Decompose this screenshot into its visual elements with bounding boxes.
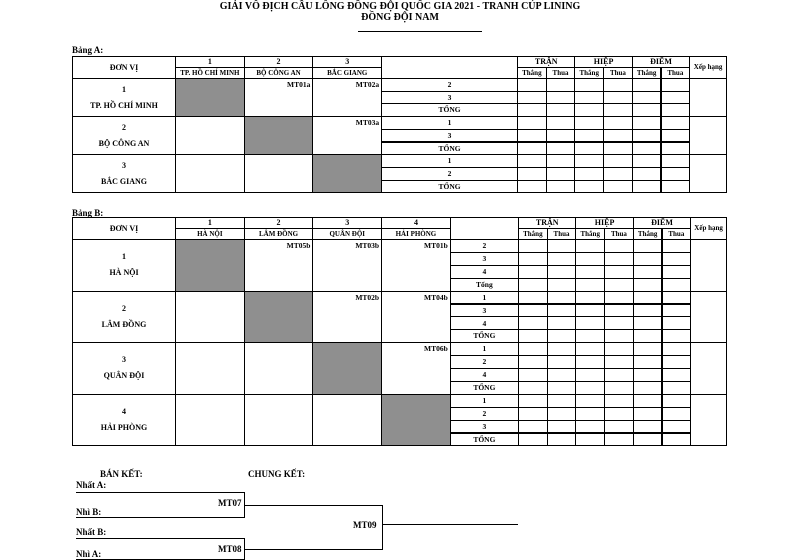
stat-cell xyxy=(661,91,691,105)
stat-cell xyxy=(547,420,577,434)
column-number-1: 1 xyxy=(175,217,245,229)
stat-cell xyxy=(546,167,576,181)
match-cell xyxy=(175,116,245,155)
team-cell xyxy=(72,116,176,155)
round-label: TỔNG xyxy=(381,142,518,156)
stat-cell xyxy=(604,433,634,447)
blank-header xyxy=(381,56,518,79)
stat-cell xyxy=(603,142,633,156)
round-label: 1 xyxy=(450,342,519,356)
column-number-3: 3 xyxy=(312,56,382,68)
stat-cell xyxy=(518,433,548,447)
win-header: Thắng xyxy=(574,67,604,79)
match-mt09: MT09 xyxy=(353,520,377,530)
stat-cell xyxy=(574,91,604,105)
rank-cell xyxy=(690,342,727,395)
stat-cell xyxy=(546,91,576,105)
self-match-cell xyxy=(312,342,382,395)
rank-header: Xếp hạng xyxy=(690,217,727,240)
stat-cell xyxy=(603,78,633,92)
self-match-cell xyxy=(175,78,245,117)
group-header-hiep: HIỆP xyxy=(574,56,632,68)
round-label: 3 xyxy=(450,420,519,434)
loss-header: Thua xyxy=(604,228,634,240)
stat-cell xyxy=(633,239,663,253)
column-number-2: 2 xyxy=(244,56,314,68)
match-code: MT02b xyxy=(355,292,380,302)
stat-cell xyxy=(662,239,692,253)
round-label: Tổng xyxy=(450,278,519,292)
team-number: 2 xyxy=(122,303,126,313)
stat-cell xyxy=(575,291,605,305)
first-b-label: Nhất B: xyxy=(76,527,107,537)
stat-cell xyxy=(604,291,634,305)
win-header: Thắng xyxy=(632,67,662,79)
column-number-1: 1 xyxy=(175,56,245,68)
first-a-label: Nhất A: xyxy=(76,480,107,490)
loss-header: Thua xyxy=(603,67,633,79)
match-cell xyxy=(312,291,382,344)
round-label: 2 xyxy=(450,407,519,421)
stat-cell xyxy=(575,329,605,343)
stat-cell xyxy=(575,278,605,292)
stat-cell xyxy=(575,252,605,266)
stat-cell xyxy=(518,304,548,318)
team-number: 4 xyxy=(122,407,126,417)
stat-cell xyxy=(603,129,633,143)
team-number: 1 xyxy=(122,84,126,94)
team-number: 2 xyxy=(122,122,126,132)
stat-cell xyxy=(661,142,691,156)
round-label: TỔNG xyxy=(450,329,519,343)
group-header-diem: ĐIỂM xyxy=(633,217,691,229)
stat-cell xyxy=(633,355,663,369)
final-label: CHUNG KẾT: xyxy=(248,469,306,479)
stat-cell xyxy=(604,368,634,382)
team-number: 3 xyxy=(122,355,126,365)
stat-cell xyxy=(662,291,692,305)
stat-cell xyxy=(547,252,577,266)
column-team-name: HÀ NỘI xyxy=(175,228,245,240)
stat-cell xyxy=(518,394,548,408)
stat-cell xyxy=(633,329,663,343)
stat-cell xyxy=(518,239,548,253)
win-header: Thắng xyxy=(517,67,547,79)
stat-cell xyxy=(546,142,576,156)
rank-cell xyxy=(689,154,727,193)
stat-cell xyxy=(517,129,547,143)
stat-cell xyxy=(547,407,577,421)
rank-cell xyxy=(690,239,727,292)
stat-cell xyxy=(517,180,547,194)
rank-cell xyxy=(690,291,727,344)
team-name: HẢI PHÒNG xyxy=(100,423,148,433)
match-cell xyxy=(312,78,382,117)
match-cell xyxy=(381,342,451,395)
stat-cell xyxy=(575,381,605,395)
match-cell xyxy=(244,239,314,292)
round-label: 2 xyxy=(450,239,519,253)
stat-cell xyxy=(575,394,605,408)
tournament-title: GIẢI VÔ ĐỊCH CẦU LÔNG ĐỒNG ĐỘI QUỐC GIA 2021 - TRANH CÚP LINING xyxy=(219,1,581,12)
stat-cell xyxy=(547,394,577,408)
stat-cell xyxy=(517,103,547,117)
stat-cell xyxy=(574,142,604,156)
team-number: 1 xyxy=(122,252,126,262)
loss-header: Thua xyxy=(547,228,577,240)
self-match-cell xyxy=(312,154,382,193)
match-code: MT04b xyxy=(424,292,448,302)
round-label: 1 xyxy=(381,116,518,130)
stat-cell xyxy=(662,420,692,434)
stat-cell xyxy=(603,167,633,181)
stat-cell xyxy=(574,103,604,117)
stat-cell xyxy=(518,329,548,343)
stat-cell xyxy=(633,252,663,266)
stat-cell xyxy=(547,291,577,305)
stat-cell xyxy=(604,316,634,330)
round-label: TỔNG xyxy=(450,381,519,395)
second-b-label: Nhì B: xyxy=(76,507,102,517)
stat-cell xyxy=(604,252,634,266)
stat-cell xyxy=(546,129,576,143)
stat-cell xyxy=(518,355,548,369)
stat-cell xyxy=(518,342,548,356)
team-cell xyxy=(72,78,176,117)
match-cell xyxy=(381,291,451,344)
stat-cell xyxy=(547,433,577,447)
stat-cell xyxy=(662,342,692,356)
stat-cell xyxy=(603,154,633,168)
column-team-name: HẢI PHÒNG xyxy=(381,228,451,240)
stat-cell xyxy=(604,420,634,434)
stat-cell xyxy=(574,167,604,181)
round-label: 4 xyxy=(450,368,519,382)
stat-cell xyxy=(518,252,548,266)
stat-cell xyxy=(517,154,547,168)
bracket-line xyxy=(382,505,383,550)
round-label: 2 xyxy=(450,355,519,369)
stat-cell xyxy=(547,239,577,253)
bracket-line xyxy=(76,538,244,539)
stat-cell xyxy=(575,304,605,318)
round-label: 1 xyxy=(381,154,518,168)
stat-cell xyxy=(633,407,663,421)
round-label: 3 xyxy=(450,252,519,266)
team-cell xyxy=(72,342,176,395)
win-header: Thắng xyxy=(518,228,548,240)
stat-cell xyxy=(547,381,577,395)
match-cell xyxy=(312,116,382,155)
column-number-4: 4 xyxy=(381,217,451,229)
loss-header: Thua xyxy=(662,228,692,240)
rank-cell xyxy=(689,116,727,155)
stat-cell xyxy=(662,278,692,292)
stat-cell xyxy=(662,394,692,408)
match-code: MT01a xyxy=(287,80,311,89)
stat-cell xyxy=(575,316,605,330)
semifinal-label: BÁN KẾT: xyxy=(100,469,143,479)
stat-cell xyxy=(518,407,548,421)
stat-cell xyxy=(632,129,662,143)
stat-cell xyxy=(603,116,633,130)
stat-cell xyxy=(604,342,634,356)
stat-cell xyxy=(662,304,692,318)
team-name: QUÂN ĐỘI xyxy=(103,371,145,381)
stat-cell xyxy=(604,394,634,408)
stat-cell xyxy=(575,368,605,382)
round-label: 3 xyxy=(450,304,519,318)
stat-cell xyxy=(517,116,547,130)
unit-header: ĐƠN VỊ xyxy=(72,56,176,79)
stat-cell xyxy=(546,154,576,168)
stat-cell xyxy=(575,355,605,369)
stat-cell xyxy=(547,329,577,343)
stat-cell xyxy=(575,265,605,279)
match-cell xyxy=(312,239,382,292)
self-match-cell xyxy=(244,291,314,344)
stat-cell xyxy=(604,278,634,292)
match-code: MT02a xyxy=(355,80,380,89)
title-underline xyxy=(358,31,482,32)
loss-header: Thua xyxy=(546,67,576,79)
stat-cell xyxy=(517,91,547,105)
round-label: TỔNG xyxy=(381,103,518,117)
team-name: LÂM ĐỒNG xyxy=(101,319,147,329)
rank-header: Xếp hạng xyxy=(689,56,727,79)
match-mt08: MT08 xyxy=(218,544,242,554)
team-name: HÀ NỘI xyxy=(109,268,139,278)
team-cell xyxy=(72,154,176,193)
stat-cell xyxy=(633,433,663,447)
stat-cell xyxy=(604,381,634,395)
rank-cell xyxy=(689,78,727,117)
stat-cell xyxy=(547,355,577,369)
stat-cell xyxy=(661,103,691,117)
bracket-line xyxy=(382,524,518,525)
stat-cell xyxy=(547,342,577,356)
team-cell xyxy=(72,291,176,344)
category-title: ĐỒNG ĐỘI NAM xyxy=(361,12,439,23)
stat-cell xyxy=(633,394,663,408)
stat-cell xyxy=(604,355,634,369)
stat-cell xyxy=(633,265,663,279)
round-label: 1 xyxy=(450,394,519,408)
match-cell xyxy=(175,394,245,447)
stat-cell xyxy=(661,129,691,143)
bracket-line xyxy=(76,492,244,493)
stat-cell xyxy=(574,78,604,92)
match-cell xyxy=(381,239,451,292)
stat-cell xyxy=(633,381,663,395)
team-cell xyxy=(72,239,176,292)
stat-cell xyxy=(661,154,691,168)
stat-cell xyxy=(661,180,691,194)
win-header: Thắng xyxy=(575,228,605,240)
match-mt07: MT07 xyxy=(218,498,242,508)
stat-cell xyxy=(604,265,634,279)
self-match-cell xyxy=(175,239,245,292)
stat-cell xyxy=(518,381,548,395)
stat-cell xyxy=(603,180,633,194)
round-label: 2 xyxy=(381,78,518,92)
stat-cell xyxy=(662,329,692,343)
stat-cell xyxy=(547,316,577,330)
stat-cell xyxy=(633,420,663,434)
match-cell xyxy=(175,291,245,344)
match-cell xyxy=(244,78,314,117)
stat-cell xyxy=(604,407,634,421)
stat-cell xyxy=(661,116,691,130)
stat-cell xyxy=(547,278,577,292)
self-match-cell xyxy=(244,116,314,155)
stat-cell xyxy=(575,407,605,421)
stat-cell xyxy=(604,239,634,253)
match-code: MT03b xyxy=(355,241,380,250)
unit-header: ĐƠN VỊ xyxy=(72,217,176,240)
team-name: BẮC GIANG xyxy=(100,176,147,186)
match-cell xyxy=(244,394,314,447)
stat-cell xyxy=(633,278,663,292)
stat-cell xyxy=(633,342,663,356)
round-label: TỔNG xyxy=(381,180,518,194)
stat-cell xyxy=(632,116,662,130)
stat-cell xyxy=(662,407,692,421)
stat-cell xyxy=(518,278,548,292)
match-cell xyxy=(175,342,245,395)
match-cell xyxy=(175,154,245,193)
table-a-label: Bảng A: xyxy=(72,45,104,55)
column-team-name: BẮC GIANG xyxy=(312,67,382,79)
stat-cell xyxy=(574,180,604,194)
bracket-line xyxy=(244,549,382,550)
match-code: MT05b xyxy=(286,241,311,250)
stat-cell xyxy=(661,78,691,92)
stat-cell xyxy=(633,291,663,305)
stat-cell xyxy=(546,116,576,130)
stat-cell xyxy=(517,142,547,156)
column-team-name: TP. HỒ CHÍ MINH xyxy=(175,67,245,79)
stat-cell xyxy=(546,180,576,194)
second-a-label: Nhì A: xyxy=(76,549,102,559)
stat-cell xyxy=(662,252,692,266)
match-cell xyxy=(312,394,382,447)
stat-cell xyxy=(604,304,634,318)
stat-cell xyxy=(632,103,662,117)
round-label: 4 xyxy=(450,316,519,330)
stat-cell xyxy=(662,265,692,279)
group-header-tran: TRẬN xyxy=(518,217,576,229)
stat-cell xyxy=(662,355,692,369)
stat-cell xyxy=(575,239,605,253)
round-label: 3 xyxy=(381,91,518,105)
stat-cell xyxy=(662,381,692,395)
column-team-name: QUÂN ĐỘI xyxy=(312,228,382,240)
stat-cell xyxy=(518,316,548,330)
stat-cell xyxy=(603,91,633,105)
team-cell xyxy=(72,394,176,447)
stat-cell xyxy=(547,265,577,279)
bracket-line xyxy=(244,505,382,506)
stat-cell xyxy=(547,304,577,318)
stat-cell xyxy=(632,154,662,168)
group-header-diem: ĐIỂM xyxy=(632,56,690,68)
team-name: BỘ CÔNG AN xyxy=(98,138,150,148)
stat-cell xyxy=(633,316,663,330)
stat-cell xyxy=(632,167,662,181)
stat-cell xyxy=(575,342,605,356)
stat-cell xyxy=(661,167,691,181)
match-code: MT03a xyxy=(355,118,380,128)
stat-cell xyxy=(575,420,605,434)
column-team-name: LÂM ĐỒNG xyxy=(244,228,314,240)
team-number: 3 xyxy=(122,160,126,170)
stat-cell xyxy=(518,291,548,305)
bracket-line xyxy=(76,517,244,518)
blank-header xyxy=(450,217,519,240)
stat-cell xyxy=(632,180,662,194)
round-label: 4 xyxy=(450,265,519,279)
stat-cell xyxy=(632,91,662,105)
stat-cell xyxy=(575,433,605,447)
match-cell xyxy=(244,154,314,193)
stat-cell xyxy=(604,329,634,343)
column-number-2: 2 xyxy=(244,217,314,229)
rank-cell xyxy=(690,394,727,447)
stat-cell xyxy=(574,129,604,143)
self-match-cell xyxy=(381,394,451,447)
stat-cell xyxy=(603,103,633,117)
loss-header: Thua xyxy=(661,67,691,79)
stat-cell xyxy=(633,368,663,382)
round-label: 1 xyxy=(450,291,519,305)
column-number-3: 3 xyxy=(312,217,382,229)
win-header: Thắng xyxy=(633,228,663,240)
stat-cell xyxy=(547,368,577,382)
table-b-label: Bảng B: xyxy=(72,208,104,218)
column-team-name: BỘ CÔNG AN xyxy=(244,67,314,79)
round-label: 3 xyxy=(381,129,518,143)
stat-cell xyxy=(632,78,662,92)
stat-cell xyxy=(546,103,576,117)
round-label: TỔNG xyxy=(450,433,519,447)
stat-cell xyxy=(662,433,692,447)
stat-cell xyxy=(633,304,663,318)
match-code: MT01b xyxy=(424,241,448,250)
group-header-tran: TRẬN xyxy=(517,56,575,68)
group-header-hiep: HIỆP xyxy=(575,217,633,229)
stat-cell xyxy=(518,420,548,434)
stat-cell xyxy=(518,368,548,382)
stat-cell xyxy=(574,154,604,168)
stat-cell xyxy=(518,265,548,279)
stat-cell xyxy=(517,167,547,181)
team-name: TP. HỒ CHÍ MINH xyxy=(90,100,158,110)
stat-cell xyxy=(546,78,576,92)
round-label: 2 xyxy=(381,167,518,181)
stat-cell xyxy=(517,78,547,92)
stat-cell xyxy=(662,316,692,330)
match-code: MT06b xyxy=(424,344,448,354)
stat-cell xyxy=(632,142,662,156)
stat-cell xyxy=(662,368,692,382)
stat-cell xyxy=(574,116,604,130)
match-cell xyxy=(244,342,314,395)
